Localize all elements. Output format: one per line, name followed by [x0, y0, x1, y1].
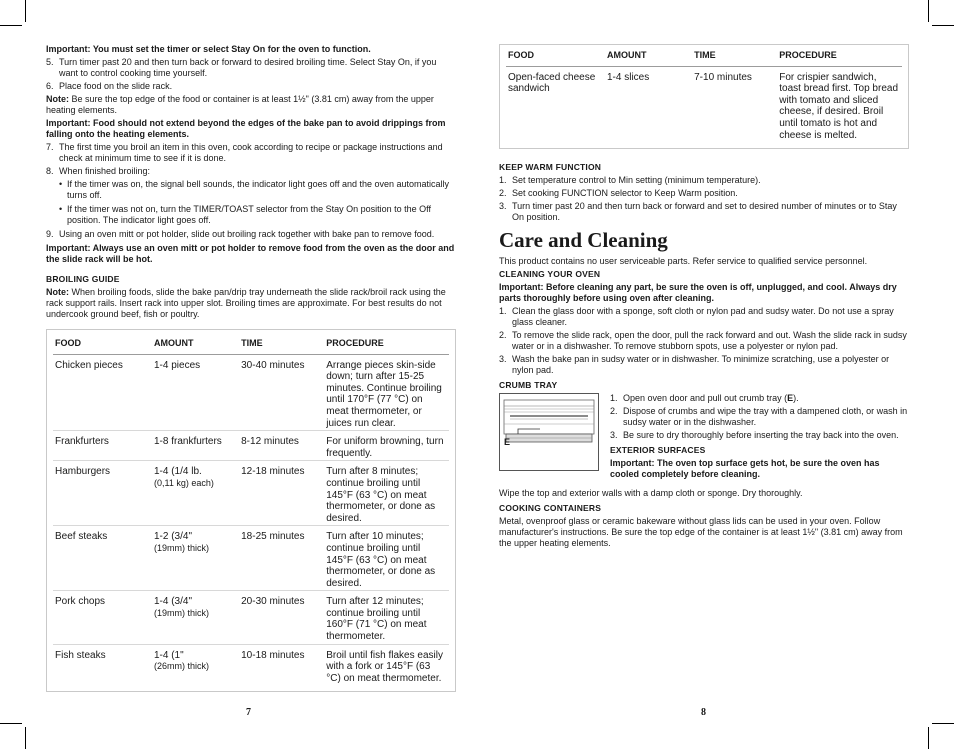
- list-item: [610, 430, 909, 441]
- amount-main: 1-4 (1": [154, 649, 184, 661]
- amount-sub: (19mm) thick): [154, 607, 210, 618]
- table-row: [53, 644, 449, 685]
- cell-amount: [152, 526, 239, 591]
- table-header-row: [506, 48, 902, 66]
- broil-steps-list: [46, 57, 456, 92]
- list-item: [610, 406, 909, 428]
- item-text: Set temperature control to Min setting (minimum temperature).: [512, 175, 761, 186]
- crop-mark: [0, 25, 22, 26]
- item-number: 1.: [499, 175, 507, 186]
- item-text: Place food on the slide rack.: [59, 81, 173, 91]
- item-text-bold: E: [787, 393, 794, 404]
- item-text: Wash the bake pan in sudsy water or in dishwasher. To minimize scratching, use a polyester or nylon pad.: [512, 354, 890, 376]
- cell-procedure: For crispier sandwich, toast bread first. Top bread with tomato and sliced cheese, if desired. Broil until tomato is hot and cheese is melted.: [779, 71, 899, 141]
- sandwich-table: [499, 44, 909, 149]
- item-number: 8.: [46, 166, 54, 176]
- crop-mark: [25, 727, 26, 749]
- note-paragraph: [46, 94, 456, 116]
- table-row: [53, 354, 449, 431]
- broiling-guide-heading: BROILING GUIDE: [46, 274, 120, 284]
- important-timer: Important: You must set the timer or select Stay On for the oven to function.: [46, 44, 371, 54]
- amount-main: 1-4 (1/4 lb.: [154, 466, 202, 478]
- finish-bullets: [46, 179, 456, 226]
- bullet-text: If the timer was not on, turn the TIMER/TOAST selector from the Stay On position to the Off position. The indicator light goes off.: [67, 204, 431, 225]
- crumb-tray-heading: CRUMB TRAY: [499, 380, 558, 391]
- cleaning-heading: CLEANING YOUR OVEN: [499, 269, 601, 280]
- table-row: [53, 461, 449, 526]
- important-mitt: Important: Always use an oven mitt or pot holder to remove food from the oven as the door and the slide rack will be hot.: [46, 243, 455, 264]
- col-amount: AMOUNT: [605, 48, 692, 66]
- broil-steps-list: [46, 142, 456, 177]
- amount-main: 1-4 slices: [607, 71, 650, 83]
- item-text: [623, 430, 899, 441]
- containers-heading: COOKING CONTAINERS: [499, 503, 602, 514]
- cell-time: 10-18 minutes: [241, 649, 305, 661]
- list-item: [499, 188, 909, 199]
- item-text: Set cooking FUNCTION selector to Keep Warm position.: [512, 188, 738, 199]
- cell-amount: [152, 431, 239, 461]
- right-page: [499, 44, 909, 551]
- broiling-note-text: When broiling foods, slide the bake pan/drip tray underneath the slide rack/broil rack using the rack support rails. Insert rack into upper slot. Broiling times are approximate. For best results do not undercook ground beef, fish or poultry.: [46, 287, 446, 319]
- left-page: [46, 44, 456, 692]
- note-text: Be sure the top edge of the food or container is at least 1½" (3.81 cm) away from the upper heating elements.: [46, 94, 434, 115]
- col-procedure: PROCEDURE: [324, 336, 449, 354]
- list-item: [499, 330, 909, 352]
- col-food: FOOD: [53, 336, 152, 354]
- crop-mark: [928, 0, 929, 22]
- item-number: 2.: [610, 406, 618, 417]
- col-food: FOOD: [506, 48, 605, 66]
- page-number-right: 8: [701, 707, 706, 718]
- item-text-main: Open oven door and pull out crumb tray (: [623, 393, 788, 404]
- item-number: 3.: [499, 354, 507, 365]
- item-number: 5.: [46, 57, 54, 67]
- cell-food: Pork chops: [53, 591, 152, 644]
- col-procedure: PROCEDURE: [777, 48, 902, 66]
- cell-procedure: Arrange pieces skin-side down; turn after 15-25 minutes. Continue broiling until 170°F (77 °C) on meat thermometer, or juices run clear.: [324, 354, 449, 431]
- list-item: [46, 166, 456, 177]
- cell-procedure: Turn after 8 minutes; continue broiling until 145°F (63 °C) on meat thermometer, or done as desired.: [324, 461, 449, 526]
- item-number: 2.: [499, 330, 507, 341]
- item-number: 1.: [610, 393, 618, 404]
- crop-mark: [0, 723, 22, 724]
- care-title: Care and Cleaning: [499, 228, 668, 253]
- list-item: [46, 142, 456, 164]
- list-item: [499, 354, 909, 376]
- cell-food: Fish steaks: [55, 649, 106, 661]
- list-item: [610, 393, 909, 404]
- table-row: [53, 431, 449, 461]
- cell-food: Frankfurters: [53, 431, 152, 461]
- amount-main: 1-4 (3/4": [154, 596, 193, 608]
- amount-main: 1-8 frankfurters: [154, 436, 222, 448]
- bullet-dot: •: [59, 179, 63, 189]
- table-row: [53, 591, 449, 644]
- important-clean: Important: Before cleaning any part, be sure the oven is off, unplugged, and cool. Always dry parts thoroughly before using oven after cleaning.: [499, 282, 897, 304]
- table-row: [506, 66, 902, 142]
- cell-amount: [152, 591, 239, 644]
- table-row: [53, 526, 449, 591]
- item-text: Turn timer past 20 and then turn back or forward and set to desired number of minutes or to Stay On position.: [512, 201, 897, 223]
- item-text: The first time you broil an item in this oven, cook according to recipe or package instructions and check at minimum time to see if it is done.: [59, 142, 443, 163]
- cell-time: 30-40 minutes: [239, 354, 324, 431]
- containers-text: Metal, ovenproof glass or ceramic bakeware without glass lids can be used in your oven. Follow manufacturer's instructions. Be sure the top edge of the container is at least 1½" (3.81 cm) away from the upper heating elements.: [499, 516, 903, 549]
- item-number: 7.: [46, 142, 54, 152]
- col-time: TIME: [239, 336, 324, 354]
- item-number: 6.: [46, 81, 54, 91]
- crumb-tray-section: [499, 393, 909, 482]
- crumb-tray-illustration: [499, 393, 599, 471]
- item-number: 2.: [499, 188, 507, 199]
- cell-time: 7-10 minutes: [694, 71, 752, 83]
- bullet-item: [46, 204, 456, 226]
- exterior-heading: EXTERIOR SURFACES: [610, 445, 706, 456]
- broiling-note: [46, 287, 456, 320]
- crop-mark: [928, 727, 929, 749]
- cleaning-steps: [499, 306, 909, 376]
- cell-procedure: For uniform browning, turn frequently.: [324, 431, 449, 461]
- cell-amount: [152, 644, 239, 685]
- care-intro: This product contains no user serviceable parts. Refer service to qualified service personnel.: [499, 256, 868, 267]
- cell-amount: [152, 461, 239, 526]
- cell-procedure: Turn after 10 minutes; continue broiling until 145°F (63 °C) on meat thermometer, or done as desired.: [324, 526, 449, 591]
- keep-warm-steps: [499, 175, 909, 223]
- item-text-after: ).: [793, 393, 799, 404]
- cell-time: 12-18 minutes: [239, 461, 324, 526]
- item-text-main: Dispose of crumbs and wipe the tray with a dampened cloth, or wash in sudsy water or in the dishwasher.: [623, 406, 908, 428]
- crop-mark: [25, 0, 26, 22]
- crumb-steps: [610, 393, 909, 441]
- list-item: [46, 81, 456, 92]
- keep-warm-heading: KEEP WARM FUNCTION: [499, 162, 602, 173]
- item-text: [623, 406, 909, 428]
- item-text: Clean the glass door with a sponge, soft cloth or nylon pad and sudsy water. Do not use a spray glass cleaner.: [512, 306, 894, 328]
- item-number: 3.: [499, 201, 507, 212]
- list-item: [499, 175, 909, 186]
- bullet-dot: •: [59, 204, 63, 214]
- important-edges: Important: Food should not extend beyond the edges of the bake pan to avoid drippings from falling onto the heating elements.: [46, 118, 446, 139]
- col-time: TIME: [692, 48, 777, 66]
- amount-sub: (26mm) thick): [154, 661, 210, 672]
- note-label: Note:: [46, 94, 69, 104]
- broiling-table: [46, 329, 456, 692]
- cell-amount: [152, 354, 239, 431]
- cell-food: Open-faced cheese sandwich: [508, 71, 596, 95]
- cell-food: Chicken pieces: [53, 354, 152, 431]
- table-header-row: [53, 336, 449, 354]
- amount-main: 1-4 pieces: [154, 359, 201, 371]
- crumb-tray-text: [610, 393, 909, 482]
- exterior-text: Wipe the top and exterior walls with a damp cloth or sponge. Dry thoroughly.: [499, 488, 803, 499]
- amount-sub: (19mm) thick): [154, 542, 210, 553]
- item-text: Using an oven mitt or pot holder, slide out broiling rack together with bake pan to remove food.: [59, 229, 435, 239]
- crop-mark: [932, 723, 954, 724]
- figure-label: E: [504, 437, 511, 448]
- crop-mark: [932, 25, 954, 26]
- cell-food: Hamburgers: [53, 461, 152, 526]
- bullet-item: [46, 179, 456, 201]
- amount-sub: (0,11 kg) each): [154, 477, 214, 488]
- item-number: 3.: [610, 430, 618, 441]
- broiling-note-label: Note:: [46, 287, 69, 297]
- page-number-left: 7: [246, 707, 251, 718]
- cell-procedure: Broil until fish flakes easily with a fork or 145°F (63 °C) on meat thermometer.: [326, 649, 443, 684]
- item-text: Turn timer past 20 and then turn back or forward to desired broiling time. Select Stay On, if you want to control cooking time yourself.: [59, 57, 437, 78]
- item-text: To remove the slide rack, open the door, pull the rack forward and out. Wash the slide rack in sudsy water or in a dishwasher. To remove stubborn spots, use a polyester or nylon pad.: [512, 330, 907, 352]
- cell-time: 18-25 minutes: [239, 526, 324, 591]
- cell-amount: [605, 66, 692, 142]
- list-item: [499, 306, 909, 328]
- bullet-text: If the timer was on, the signal bell sounds, the indicator light goes off and the oven automatically turns off.: [67, 179, 450, 200]
- oven-tray-icon: [500, 394, 598, 470]
- cell-food: Beef steaks: [53, 526, 152, 591]
- cell-time: 20-30 minutes: [239, 591, 324, 644]
- cell-time: 8-12 minutes: [239, 431, 324, 461]
- item-text-main: Be sure to dry thoroughly before inserting the tray back into the oven.: [623, 430, 899, 441]
- item-text: When finished broiling:: [59, 166, 151, 176]
- list-item: [46, 57, 456, 79]
- list-item: [499, 201, 909, 223]
- cell-procedure: Turn after 12 minutes; continue broiling until 160°F (71 °C) on meat thermometer.: [324, 591, 449, 644]
- col-amount: AMOUNT: [152, 336, 239, 354]
- important-exterior: Important: The oven top surface gets hot, be sure the oven has cooled completely before cleaning.: [610, 458, 880, 480]
- list-item: [46, 229, 456, 240]
- item-text: [623, 393, 799, 404]
- item-number: 9.: [46, 229, 54, 239]
- broil-steps-list: [46, 229, 456, 240]
- item-number: 1.: [499, 306, 507, 317]
- amount-main: 1-2 (3/4": [154, 531, 193, 543]
